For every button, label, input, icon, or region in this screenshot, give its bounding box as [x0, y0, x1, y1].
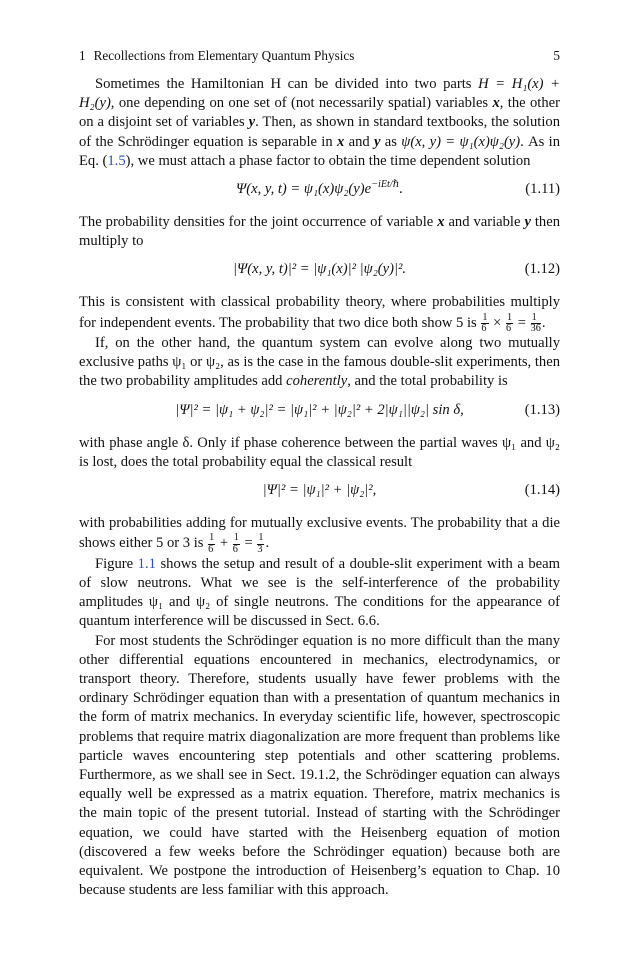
numerator: 1	[233, 532, 239, 544]
text-run: The probability densities for the joint occurrence of variable	[79, 214, 438, 231]
text-run: . As in Eq. (	[79, 133, 560, 169]
equation-end: .	[399, 181, 403, 198]
text-run: as	[380, 133, 402, 150]
text-run: .	[265, 535, 270, 552]
text-run: and	[344, 133, 374, 150]
paragraph-5: with phase angle δ. Only if phase coherence between the partial waves ψ₁ and ψ₂ is lost, does the total probability equal the classical result	[79, 434, 560, 470]
numerator: 1	[482, 311, 488, 323]
paragraph-7	[79, 555, 560, 632]
paragraph-3	[79, 293, 560, 334]
figure-link[interactable]: 1.1	[137, 555, 156, 572]
paragraph-6	[79, 514, 560, 555]
paragraph-8: For most students the Schrödinger equation is no more difficult than the many other differential equations encountered in mechanics, electrodynamics, or transport theory. Therefore, students usually have fewer problems with the ordinary Schrödinger equation than with a presentation of quantum mechanics in the form of matrix mechanics. In everyday scientific life, however, spectroscopic problems that require matrix diagonalization are more frequent than problems like particle waves encountering step potentials and other scattering problems. Furthermore, as we shall see in Sect. 19.1.2, the Schrödinger equation can always equally well be expressed as a matrix equation. Therefore, matrix mechanics is the main topic of the present tutorial. Instead of starting with the Schrödinger equation, we could have started with the Heisenberg equation of motion (discovered a few weeks before the Schrödinger equation) because both are equivalent. We postpone the introduction of Heisenberg’s equation to Chap. 10 because students are less familiar with this approach.	[79, 632, 560, 899]
inline-math: ψ(x, y) = ψ₁(x)ψ₂(y)	[401, 133, 521, 150]
denominator: 6	[506, 322, 512, 334]
numerator: 1	[531, 313, 541, 324]
equation-1-11	[79, 180, 560, 204]
denominator: 3	[257, 543, 263, 555]
equation-1-14	[79, 481, 560, 505]
operator: +	[216, 535, 232, 552]
text-run: ), we must attach a phase factor to obtain the time dependent solution	[125, 152, 531, 169]
equation-body: |Ψ|² = |ψ₁ + ψ₂|² = |ψ₁|² + |ψ₂|² + 2|ψ₁||ψ₂| sin δ,	[175, 401, 464, 418]
numerator: 1	[507, 311, 513, 323]
text-run: shows the setup and result of a double-slit experiment with a beam of slow neutrons. What we see is the self-interference of the probability amplitudes ψ₁ and ψ₂ of single neutrons. The conditions for the appearance of quantum interference will be discussed in Sect. 6.6.	[79, 555, 560, 630]
paragraph-2	[79, 213, 560, 251]
variable-y: y	[248, 114, 256, 131]
text-run: , the other on a disjoint set of variables	[79, 95, 560, 131]
inline-math: H = H₁(x) + H₂(y),	[79, 76, 560, 112]
numerator: 1	[209, 532, 215, 544]
emphasis: coherently	[286, 373, 348, 390]
equation-1-12	[79, 260, 560, 284]
text-run: .	[541, 314, 546, 331]
variable-x: x	[437, 214, 445, 231]
fraction	[208, 533, 215, 554]
variable-x: x	[492, 95, 500, 112]
variable-y: y	[524, 214, 531, 231]
fraction	[233, 533, 240, 554]
chapter-number: 1	[79, 48, 86, 63]
equation-body: |Ψ|² = |ψ₁|² + |ψ₂|²,	[262, 482, 377, 499]
variable-y: y	[374, 133, 381, 150]
text-run: If, on the other hand, the quantum system can evolve along two mutually exclusive paths ψ₁ or ψ₂, as is the case in the famous double-slit experiments, then the two probability amplitudes add	[79, 335, 560, 390]
denominator: 6	[481, 322, 487, 334]
equation-number: (1.14)	[524, 482, 560, 499]
paragraph-4	[79, 334, 560, 392]
equation-1-13	[79, 401, 560, 425]
equation-body: |Ψ(x, y, t)|² = |ψ₁(x)|² |ψ₂(y)|².	[232, 261, 407, 278]
text-run: with probabilities adding for mutually exclusive events. The probability that a die shows either 5 or 3 is	[79, 515, 560, 552]
operator: ×	[489, 314, 506, 331]
text-run: Sometimes the Hamiltonian H can be divided into two parts	[95, 76, 479, 92]
equation-link[interactable]: 1.5	[107, 152, 126, 169]
denominator: 6	[208, 543, 214, 555]
fraction	[481, 313, 488, 334]
equation-exponent: −iEt/ℏ	[371, 179, 400, 191]
running-header	[79, 48, 560, 64]
main-text	[79, 75, 560, 900]
operator: =	[240, 535, 257, 552]
text-run: This is consistent with classical probability theory, where probabilities multiply for independent events. The probability that two dice both show 5 is	[79, 294, 560, 331]
chapter-title: Recollections from Elementary Quantum Physics	[93, 48, 355, 63]
text-run: one depending on one set of (not necessarily spatial) variables	[114, 95, 493, 112]
text-run: . Then, as shown in standard textbooks, the solution of the Schrödinger equation is separable in	[79, 114, 560, 150]
text-run: and variable	[444, 214, 525, 231]
page-number: 5	[553, 48, 560, 63]
equation-number: (1.12)	[524, 261, 560, 278]
denominator: 6	[232, 543, 238, 555]
equation-number: (1.13)	[524, 401, 560, 418]
fraction	[531, 313, 541, 334]
fraction	[257, 533, 264, 554]
text-run: , and the total probability is	[347, 373, 508, 390]
fraction	[506, 313, 513, 334]
variable-x: x	[336, 133, 345, 150]
denominator: 36	[530, 322, 541, 334]
equation-number: (1.11)	[525, 181, 560, 198]
paragraph-1	[79, 75, 560, 171]
operator: =	[514, 314, 530, 331]
equation-expr: Ψ(x, y, t) = ψ₁(x)ψ₂(y)e	[236, 181, 372, 198]
text-run: Figure	[95, 555, 138, 572]
numerator: 1	[258, 532, 264, 544]
header-left	[79, 48, 362, 64]
text-run: then multiply to	[79, 214, 561, 250]
equation-body	[79, 180, 560, 199]
